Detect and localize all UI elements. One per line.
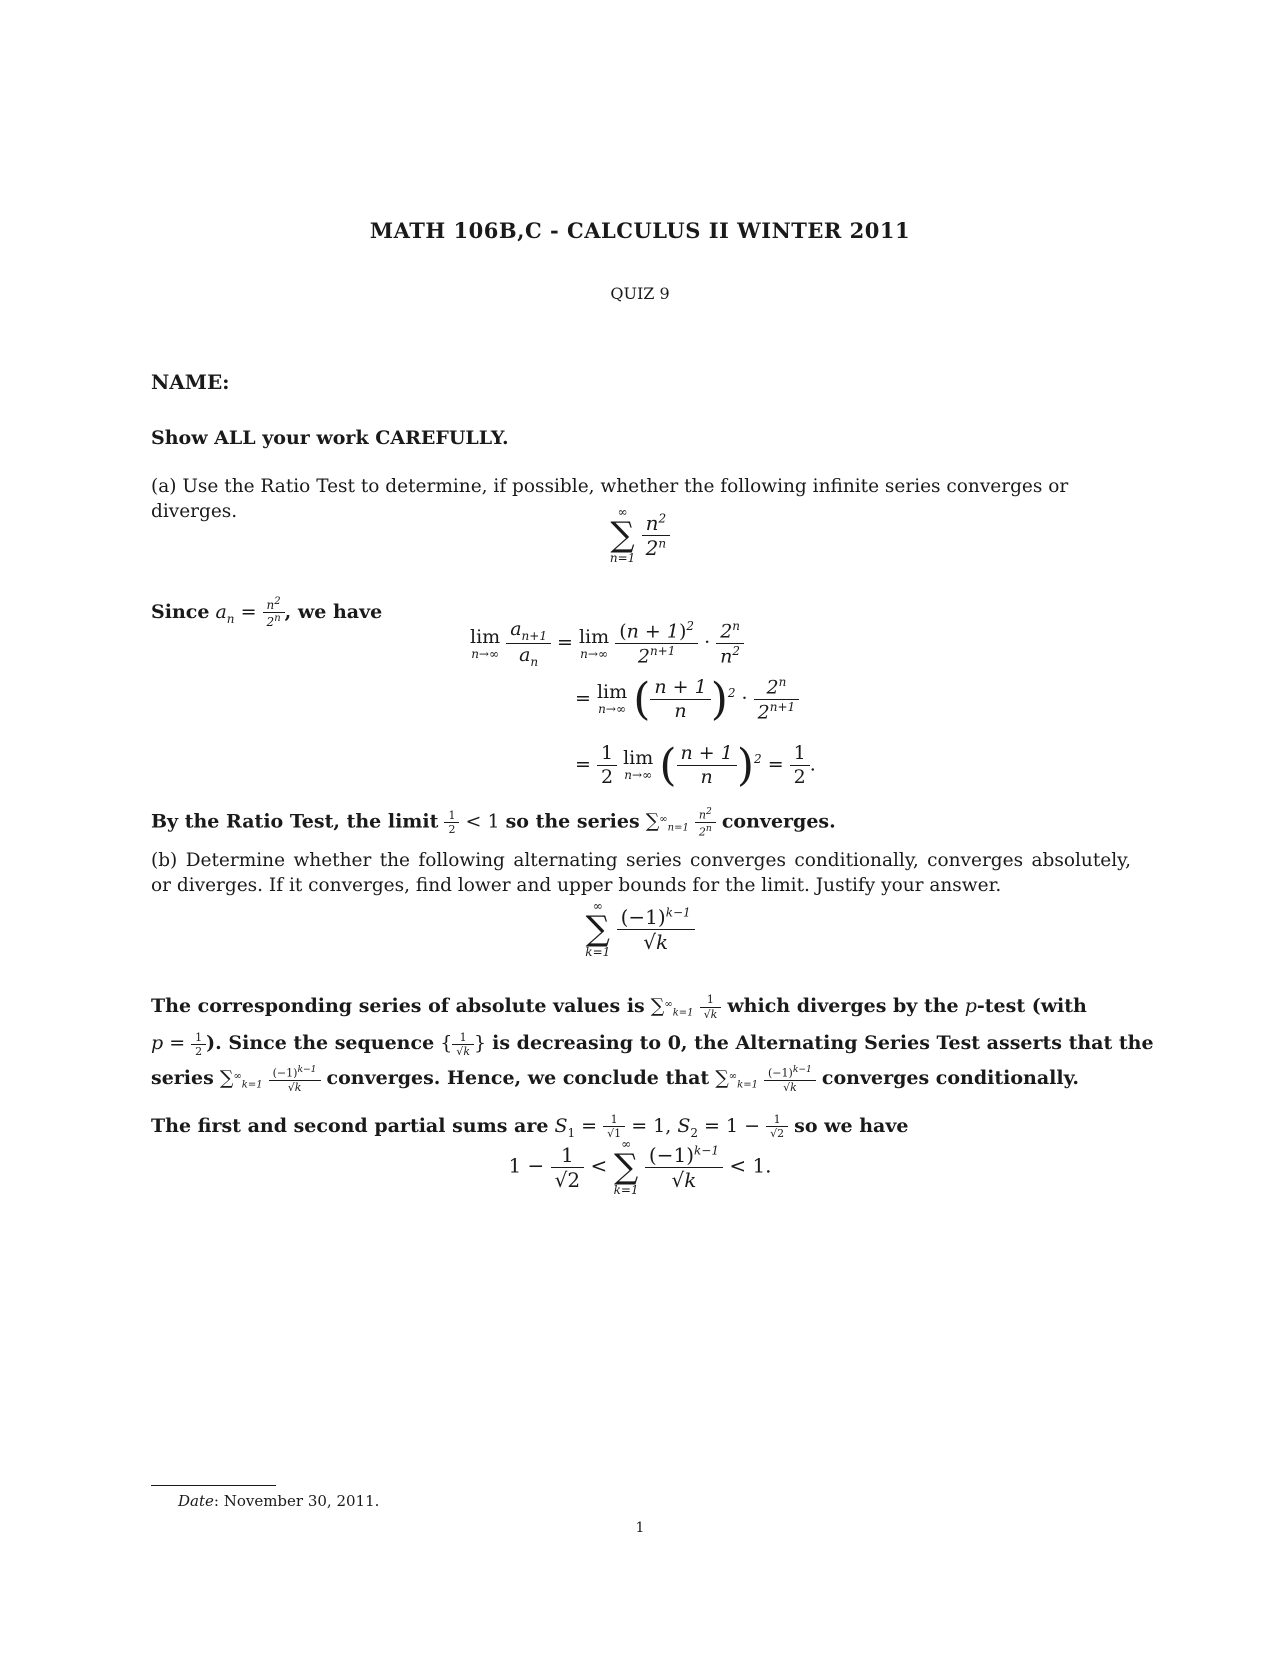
part-b-solution: The corresponding series of absolute values is $\sum^\infty_{k=1}$ $\frac{1}{√k}$ which diverges by the p-test (with p = $\frac{1}{2}$ ). Since the sequence { $\frac{1}{√k}$ } is decreasing to 0, the Alternating Series Test asserts that the series $\sum^\infty_{k=1}$ $\frac{(-1)^{k-1}}{√k}$ converges. Hence, we conclude that $\sum^\infty_{k=1}$ $\frac{(-1)^{k-1}}{√k}$ converges conditionally. The first and second partial sums are $S_1$ = $\frac{1}{√1}$ = 1, $S_2 = 1$ − $\frac{1}{√2}$ so we have: [151, 993, 1154, 1141]
partial-pre: The first and second partial sums are: [151, 1114, 549, 1137]
since-seq: ). Since the sequence: [206, 1032, 435, 1055]
conclusion-post: converges.: [721, 810, 836, 833]
ratio-step-2: = lim n→∞ ( $\frac{n + 1}{n}$ )$^2$ · $\frac{2^n}{2^{n+1}}$: [575, 674, 799, 725]
ptest-post: -test (with: [976, 995, 1087, 1017]
footnote-label: Date: [178, 1492, 214, 1510]
footnote: [178, 1492, 379, 1510]
cond-text: converges conditionally.: [821, 1067, 1080, 1090]
footnote-rule: [151, 1485, 276, 1486]
abs-pre: The corresponding series of absolute values is: [151, 995, 645, 1017]
since-post: , we have: [284, 600, 383, 623]
series-a: ∞ ∑ n=1 $\frac{n^2}{2^n}$: [0, 506, 1280, 564]
conclusion-pre: By the Ratio Test, the limit: [151, 810, 439, 833]
ptest: p: [964, 995, 977, 1017]
converges-hence: converges. Hence, we conclude that: [326, 1067, 710, 1090]
quiz-subtitle: QUIZ 9: [610, 284, 670, 303]
name-label: NAME:: [151, 370, 230, 394]
page-number: 1: [635, 1520, 645, 1536]
footnote-text: : November 30, 2011.: [213, 1492, 380, 1510]
series-b: ∞ ∑ k=1 $\frac{(-1)^{k-1}}{√k}$: [0, 900, 1280, 958]
part-a-prompt: (a) Use the Ratio Test to determine, if possible, whether the following infinite series converges or diverges.: [151, 476, 1069, 522]
bounds-inequality: 1 − $\frac{1}{√2}$ < ∞ ∑ k=1 $\frac{(-1)^{k-1}}{√k}$ < 1.: [508, 1137, 772, 1197]
part-a-conclusion: By the Ratio Test, the limit $\frac{1}{2}$ < 1 so the series $\sum^\infty_{n=1}$ $\frac{n^2}{2^n}$ converges.: [151, 806, 836, 839]
ratio-step-3: = $\frac{1}{2}$ lim n→∞ ( $\frac{n + 1}{n}$ )$^2$ = $\frac{1}{2}$ .: [575, 740, 816, 791]
instructions: Show ALL your work CAREFULLY.: [151, 427, 509, 449]
abs-post: which diverges by the: [727, 995, 959, 1017]
partial-post: so we have: [794, 1114, 909, 1137]
ratio-step-1: lim n→∞ $\frac{a_{n+1}}{a_n}$ = lim n→∞ $\frac{(n + 1)^2}{2^{n+1}}$ · $\frac{2^n}{n^2}$: [470, 618, 744, 669]
since-line: Since $a_n$ = $\frac{n^2}{2^n}$ , we have: [151, 596, 383, 630]
since-text: Since: [151, 600, 210, 623]
conclusion-mid: so the series: [505, 810, 640, 833]
page-title: MATH 106B,C - CALCULUS II WINTER 2011: [369, 218, 911, 243]
part-b-prompt: (b) Determine whether the following alternating series converges conditionally, converges absolutely, or diverges. If it converges, find lower and upper bounds for the limit. Justify your answer.: [151, 850, 1131, 896]
decreasing-text: is decreasing to 0, the Alternating Series Test asserts that the: [492, 1032, 1154, 1055]
series-word: series: [151, 1067, 214, 1090]
